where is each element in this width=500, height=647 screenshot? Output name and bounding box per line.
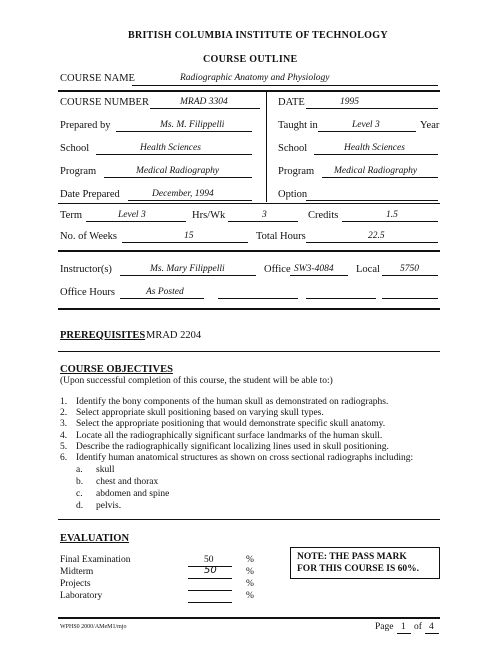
subitem-text: abdomen and spine <box>96 489 170 499</box>
objective-num: 6. <box>60 453 68 463</box>
objective-text: Locate all the radiographically significant surface landmarks of the human skull. <box>76 431 383 441</box>
office-hours-underline <box>120 298 204 299</box>
pass-mark-note <box>290 547 440 579</box>
eval-unit: % <box>246 579 254 589</box>
eval-unit: % <box>246 555 254 565</box>
subitem-letter: d. <box>76 501 84 511</box>
office-label: Office <box>264 264 291 275</box>
objective-num: 3. <box>60 419 68 429</box>
pass-mark-note-line1: NOTE: THE PASS MARK <box>297 552 407 562</box>
hrs-wk-value: 3 <box>262 210 267 220</box>
school-label: School <box>60 143 90 154</box>
course-name-underline <box>132 85 438 86</box>
school2-label: School <box>278 143 308 154</box>
course-number-value: MRAD 3304 <box>180 97 228 107</box>
option-label: Option <box>278 189 308 200</box>
hrs-wk-label: Hrs/Wk <box>192 210 226 221</box>
weeks-underline <box>122 242 248 243</box>
page-total: 4 <box>429 622 434 632</box>
eval-underline <box>188 602 232 603</box>
subitem-text: pelvis. <box>96 501 122 511</box>
page-number: 1 <box>401 622 406 632</box>
local-value: 5750 <box>400 264 419 274</box>
office-underline <box>290 275 348 276</box>
program2-underline <box>322 177 438 178</box>
page-num-underline <box>397 633 411 634</box>
office-hours-underline-3 <box>306 298 376 299</box>
evaluation-heading: EVALUATION <box>60 533 130 544</box>
objective-text: Identify human anatomical structures as shown on cross sectional radiographs including: <box>76 453 414 463</box>
program2-label: Program <box>278 166 315 177</box>
credits-value: 1.5 <box>386 210 398 220</box>
eval-label: Final Examination <box>60 555 131 565</box>
objectives-intro: (Upon successful completion of this course, the student will be able to:) <box>60 376 333 386</box>
school2-value: Health Sciences <box>344 143 405 153</box>
office-hours-value: As Posted <box>146 287 184 297</box>
eval-underline <box>188 590 232 591</box>
objective-num: 1. <box>60 397 68 407</box>
program2-value: Medical Radiography <box>334 166 418 176</box>
local-label: Local <box>356 264 380 275</box>
divider-after-weeks <box>58 250 440 252</box>
option-underline <box>306 200 438 201</box>
taught-in-value: Level 3 <box>352 120 380 130</box>
footer-divider <box>58 617 440 619</box>
taught-in-label: Taught in <box>278 120 318 131</box>
page-label: Page <box>375 622 394 632</box>
objective-num: 4. <box>60 431 68 441</box>
instructor-label: Instructor(s) <box>60 264 112 275</box>
instructor-value: Ms. Mary Filippelli <box>150 264 225 274</box>
subitem-letter: c. <box>76 489 83 499</box>
divider-after-option <box>58 203 440 204</box>
eval-unit: % <box>246 567 254 577</box>
course-number-underline <box>150 108 260 109</box>
objective-text: Identify the bony components of the human skull as demonstrated on radiographs. <box>76 397 389 407</box>
school-value: Health Sciences <box>140 143 201 153</box>
date-prepared-label: Date Prepared <box>60 189 120 200</box>
course-name-label: COURSE NAME <box>60 73 135 84</box>
document-title: COURSE OUTLINE <box>203 54 298 65</box>
page-of-label: of <box>414 622 422 632</box>
course-name-value: Radiographic Anatomy and Physiology <box>180 73 330 83</box>
eval-underline <box>188 578 232 579</box>
footer-code: WPHS0 2000/AMeM1/mjo <box>60 624 127 630</box>
eval-unit: % <box>246 591 254 601</box>
objective-text: Describe the radiographically significant localizing lines used in skull positioning. <box>76 442 389 452</box>
school-underline <box>96 154 252 155</box>
office-hours-label: Office Hours <box>60 287 115 298</box>
pass-mark-note-line2: FOR THIS COURSE IS 60%. <box>297 564 420 574</box>
prerequisites-value: MRAD 2204 <box>146 330 202 341</box>
term-value: Level 3 <box>118 210 146 220</box>
local-underline <box>382 275 438 276</box>
term-label: Term <box>60 210 83 221</box>
hrs-wk-underline <box>228 221 298 222</box>
divider-top <box>58 90 440 92</box>
prepared-by-value: Ms. M. Filippelli <box>160 120 225 130</box>
objective-num: 5. <box>60 442 68 452</box>
weeks-label: No. of Weeks <box>60 231 117 242</box>
credits-underline <box>342 221 438 222</box>
objective-text: Select appropriate skull positioning based on varying skull types. <box>76 408 324 418</box>
credits-label: Credits <box>308 210 339 221</box>
date-prepared-value: December, 1994 <box>152 189 214 199</box>
subitem-letter: b. <box>76 477 84 487</box>
prepared-by-label: Prepared by <box>60 120 111 131</box>
divider-after-office-hours <box>58 308 440 310</box>
prepared-by-underline <box>116 131 252 132</box>
eval-label: Midterm <box>60 567 94 577</box>
office-hours-underline-4 <box>382 298 438 299</box>
date-value: 1995 <box>340 97 359 107</box>
page-total-underline <box>425 633 439 634</box>
course-number-label: COURSE NUMBER <box>60 97 149 108</box>
subitem-text: skull <box>96 465 115 475</box>
taught-in-underline <box>318 131 416 132</box>
eval-label: Projects <box>60 579 91 589</box>
institution-name: BRITISH COLUMBIA INSTITUTE OF TECHNOLOGY <box>128 30 388 41</box>
objective-text: Select the appropriate positioning that would demonstrate specific skull anatomy. <box>76 419 386 429</box>
date-label: DATE <box>278 97 305 108</box>
divider-after-prereq <box>58 351 440 352</box>
program-label: Program <box>60 166 97 177</box>
eval-value: 50 <box>204 565 217 576</box>
office-hours-underline-2 <box>218 298 298 299</box>
total-hours-value: 22.5 <box>368 231 385 241</box>
objective-num: 2. <box>60 408 68 418</box>
eval-label: Laboratory <box>60 591 103 601</box>
prerequisites-label: PREREQUISITES <box>60 330 146 341</box>
eval-value: 50 <box>204 555 214 565</box>
subitem-text: chest and thorax <box>96 477 159 487</box>
term-underline <box>86 221 186 222</box>
total-hours-label: Total Hours <box>256 231 306 242</box>
school2-underline <box>314 154 438 155</box>
date-underline <box>306 108 438 109</box>
date-prepared-underline <box>128 200 252 201</box>
office-value: SW3-4084 <box>294 264 334 274</box>
divider-after-objectives <box>58 519 440 520</box>
column-divider <box>266 90 267 202</box>
subitem-letter: a. <box>76 465 83 475</box>
objectives-heading: COURSE OBJECTIVES <box>60 364 173 375</box>
instructor-underline <box>120 275 256 276</box>
year-label: Year <box>420 120 440 131</box>
program-underline <box>104 177 252 178</box>
program-value: Medical Radiography <box>136 166 220 176</box>
weeks-value: 15 <box>184 231 194 241</box>
total-hours-underline <box>306 242 438 243</box>
